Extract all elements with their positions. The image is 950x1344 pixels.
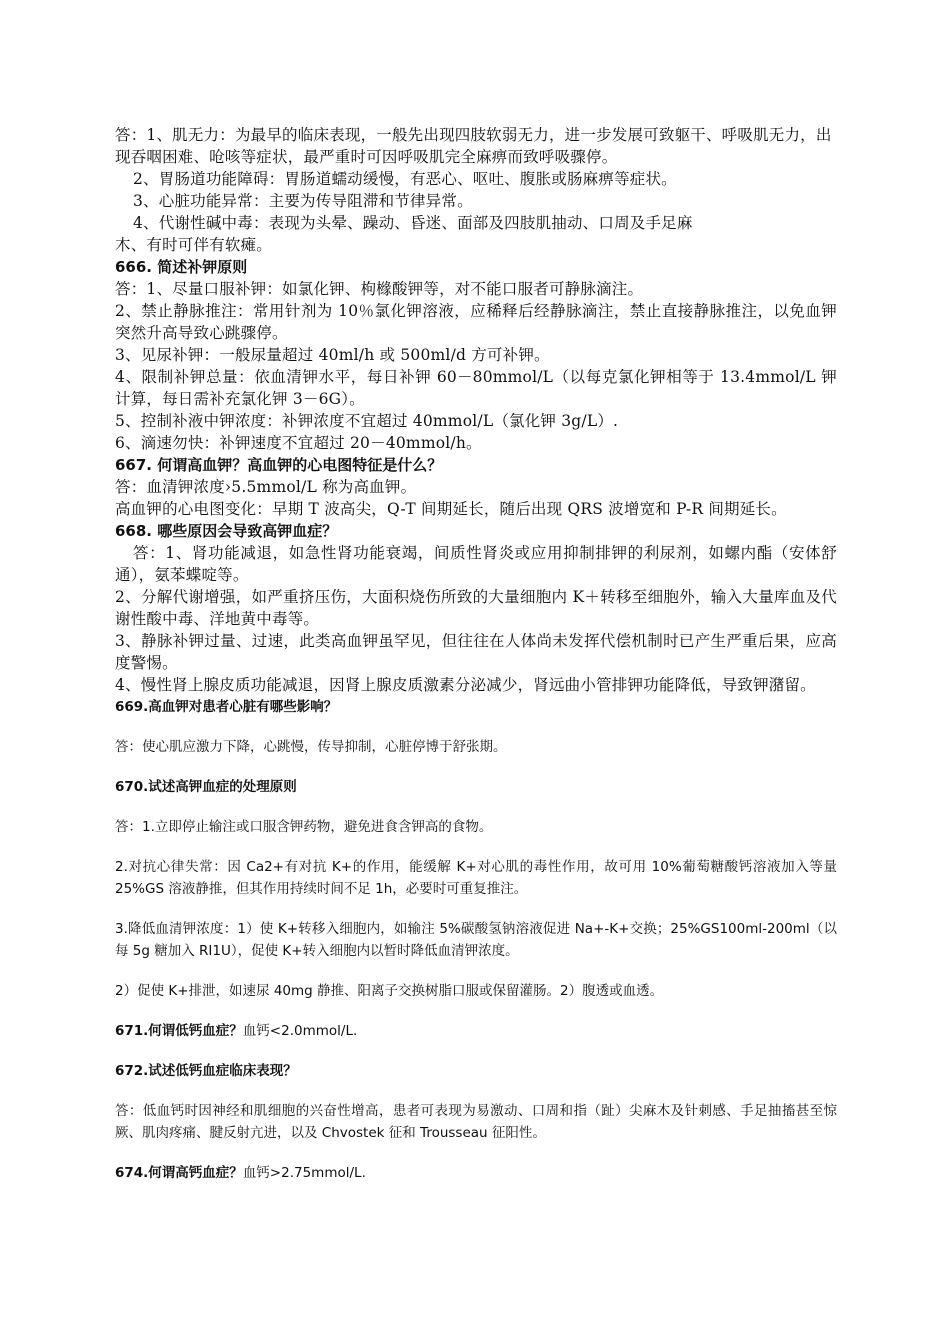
answer-paragraph: 3.降低血清钾浓度：1）使 K+转移入细胞内，如输注 5%碳酸氢钠溶液促进 Na+-K+交换；25%GS100ml-200ml（以每 5g 糖加入 RI1U），促使 K+转入细胞内以暂时降低血清钾浓度。 [115, 921, 837, 959]
answer-paragraph: 木、有时可伴有软瘫。 [115, 236, 273, 254]
answer-paragraph: 答：使心肌应激力下降，心跳慢，传导抑制，心脏停博于舒张期。 [115, 739, 507, 755]
document-body [115, 124, 837, 1184]
question-heading-668: 668. 哪些原因会导致高钾血症？ [115, 522, 338, 540]
answer-paragraph: 3、见尿补钾：一般尿量超过 40ml/h 或 500ml/d 方可补钾。 [115, 346, 550, 364]
question-heading-672: 672.试述低钙血症临床表现？ [115, 1063, 297, 1079]
answer-paragraph: 答：1、肾功能减退，如急性肾功能衰竭，间质性肾炎或应用抑制排钾的利尿剂，如螺内酯（安体舒通），氨苯蝶啶等。 [115, 544, 837, 584]
answer-paragraph: 2、分解代谢增强，如严重挤压伤，大面积烧伤所致的大量细胞内 K＋转移至细胞外，输入大量库血及代谢性酸中毒、洋地黄中毒等。 [115, 588, 837, 628]
answer-inline: 血钙<2.0mmol/L. [242, 1023, 358, 1039]
answer-paragraph: 4、慢性肾上腺皮质功能减退，因肾上腺皮质激素分泌减少，肾远曲小管排钾功能降低，导致钾潴留。 [115, 676, 816, 694]
answer-paragraph: 3、心脏功能异常：主要为传导阻滞和节律异常。 [133, 192, 473, 210]
answer-paragraph: 2）促使 K+排泄，如速尿 40mg 静推、阳离子交换树脂口服或保留灌肠。2）腹透或血透。 [115, 983, 664, 999]
question-heading-667: 667. 何谓高血钾？高血钾的心电图特征是什么？ [115, 456, 443, 474]
answer-paragraph: 6、滴速勿快：补钾速度不宜超过 20－40mmol/h。 [115, 434, 482, 452]
question-heading-674: 674.何谓高钙血症？ [115, 1165, 243, 1181]
answer-paragraph: 答：血清钾浓度›5.5mmol/L 称为高血钾。 [115, 478, 417, 496]
question-heading-671: 671.何谓低钙血症？ [115, 1023, 243, 1039]
answer-paragraph: 2、胃肠道功能障碍：胃肠道蠕动缓慢，有恶心、呕吐、腹胀或肠麻痹等症状。 [133, 170, 677, 188]
answer-paragraph: 高血钾的心电图变化：早期 T 波高尖，Q-T 间期延长，随后出现 QRS 波增宽和 P-R 间期延长。 [115, 500, 787, 518]
answer-paragraph: 2、禁止静脉推注：常用针剂为 10％氯化钾溶液，应稀释后经静脉滴注，禁止直接静脉推注，以免血钾突然升高导致心跳骤停。 [115, 302, 837, 342]
answer-paragraph: 4、限制补钾总量：依血清钾水平，每日补钾 60－80mmol/L（以每克氯化钾相等于 13.4mmol/L 钾计算，每日需补充氯化钾 3－6G）。 [115, 368, 837, 408]
question-heading-669: 669.高血钾对患者心脏有哪些影响？ [115, 699, 338, 715]
answer-paragraph: 4、代谢性碱中毒：表现为头晕、躁动、昏迷、面部及四肢肌抽动、口周及手足麻 [133, 214, 693, 232]
answer-paragraph: 答：1、肌无力：为最早的临床表现，一般先出现四肢软弱无力，进一步发展可致躯干、呼吸肌无力，出现吞咽困难、呛咳等症状，最严重时可因呼吸肌完全麻痹而致呼吸骤停。 [115, 126, 832, 166]
question-heading-670: 670.试述高钾血症的处理原则 [115, 779, 297, 795]
question-674 [115, 1162, 837, 1184]
answer-paragraph: 答：1.立即停止输注或口服含钾药物，避免进食含钾高的食物。 [115, 819, 493, 835]
answer-paragraph: 答：1、尽量口服补钾：如氯化钾、枸橼酸钾等，对不能口服者可静脉滴注。 [115, 280, 644, 298]
answer-paragraph: 5、控制补液中钾浓度：补钾浓度不宜超过 40mmol/L（氯化钾 3g/L）. [115, 412, 619, 430]
answer-paragraph: 3、静脉补钾过量、过速，此类高血钾虽罕见，但往往在人体尚未发挥代偿机制时已产生严重后果，应高度警惕。 [115, 632, 837, 672]
question-671 [115, 1020, 837, 1042]
answer-inline: 血钙>2.75mmol/L. [242, 1165, 366, 1181]
question-heading-666: 666. 简述补钾原则 [115, 258, 248, 276]
answer-paragraph: 答：低血钙时因神经和肌细胞的兴奋性增高，患者可表现为易激动、口周和指（趾）尖麻木及针刺感、手足抽搐甚至惊厥、肌肉疼痛、腱反射亢进，以及 Chvostek 征和 Trousseau 征阳性。 [115, 1103, 837, 1141]
answer-paragraph: 2.对抗心律失常：因 Ca2+有对抗 K+的作用，能缓解 K+对心肌的毒性作用，故可用 10%葡萄糖酸钙溶液加入等量 25%GS 溶液静推，但其作用持续时间不足 1h，必要时可重复推注。 [115, 859, 837, 897]
